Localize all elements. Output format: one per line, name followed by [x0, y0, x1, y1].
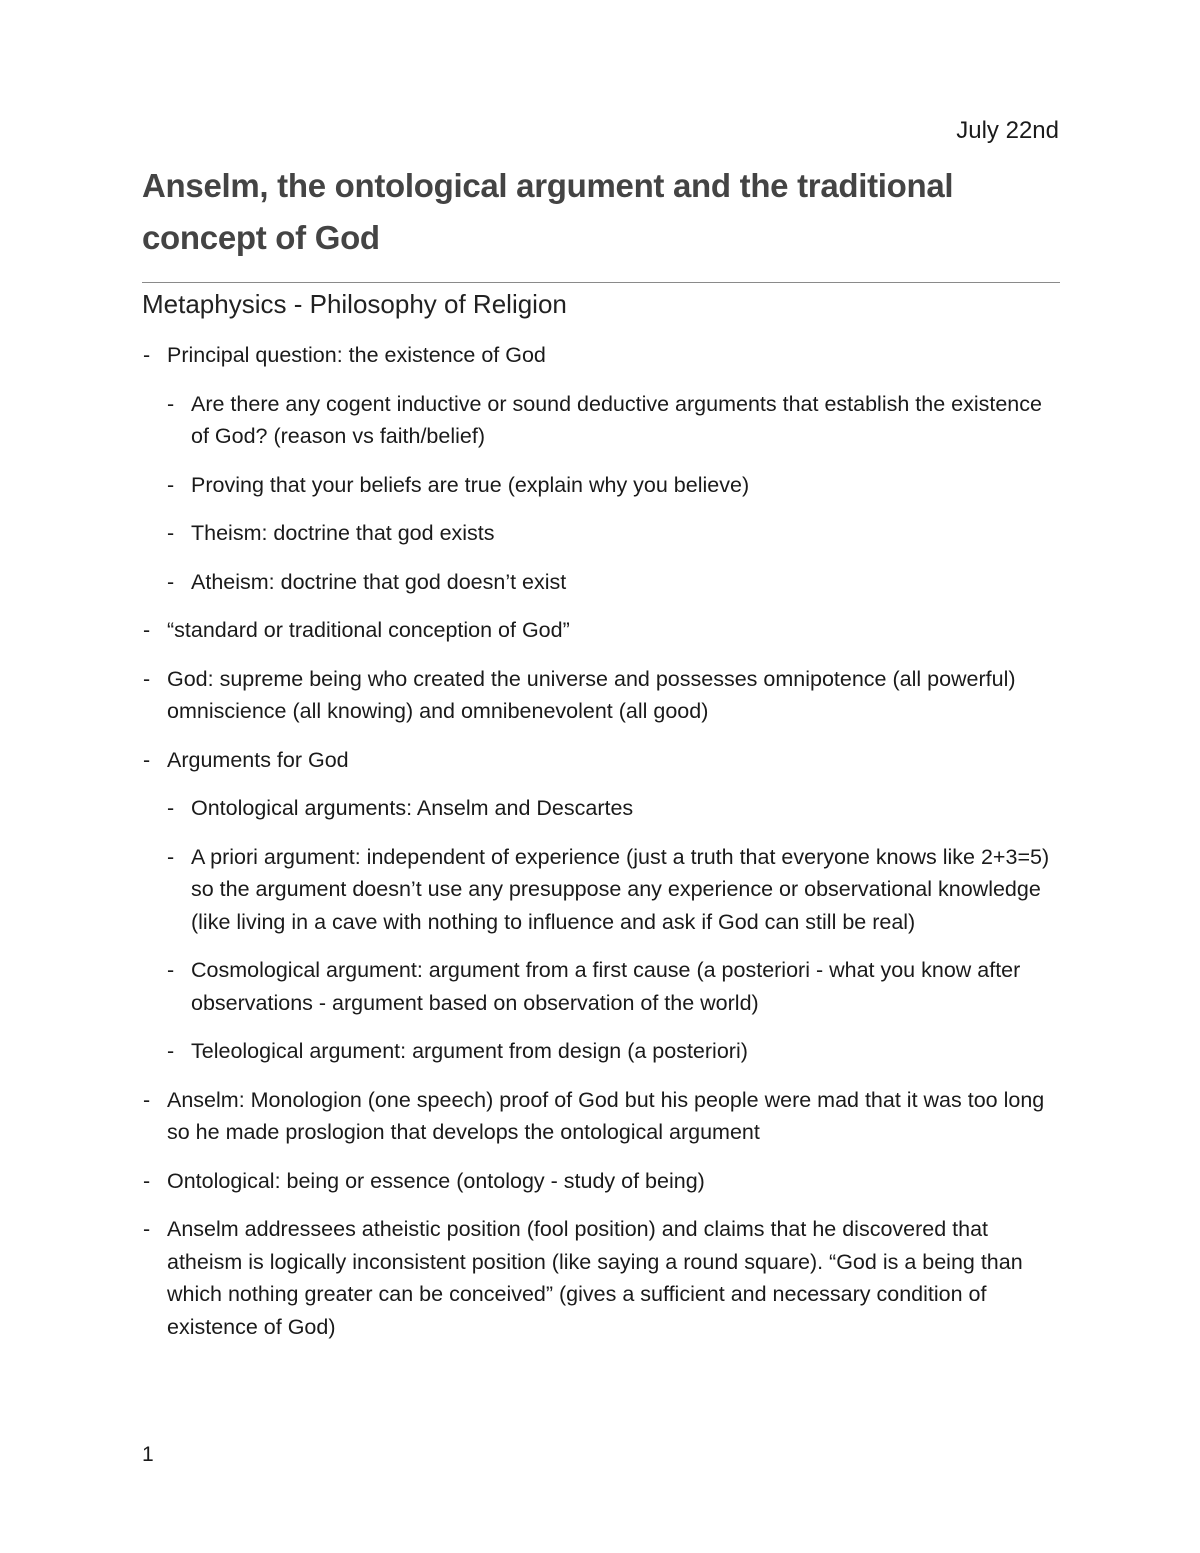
list-item	[142, 1084, 1062, 1149]
sub-list-item	[142, 1035, 1062, 1068]
dash-bullet-icon: -	[143, 1087, 151, 1112]
dash-bullet-icon: -	[167, 521, 175, 545]
date-label: July 22nd	[956, 117, 1059, 144]
dash-bullet-icon: -	[143, 343, 151, 367]
list-item-text: “standard or traditional conception of God”	[167, 618, 570, 642]
dash-bullet-icon: -	[167, 569, 175, 594]
dash-bullet-icon: -	[143, 1217, 151, 1241]
title-divider	[142, 282, 1060, 283]
list-item	[142, 339, 1062, 372]
list-item-text: Teleological argument: argument from design (a posteriori)	[191, 1039, 748, 1063]
list-item	[142, 663, 1062, 728]
list-item-text: God: supreme being who created the universe and possesses omnipotence (all powerful) omniscience (all knowing) and omnibenevolent (all good)	[167, 666, 1016, 723]
list-item-text: Ontological: being or essence (ontology - study of being)	[167, 1168, 705, 1193]
sub-list-item	[142, 841, 1062, 939]
dash-bullet-icon: -	[167, 796, 175, 820]
notes-outline	[142, 339, 1062, 1359]
dash-bullet-icon: -	[143, 618, 151, 642]
list-item-text: Principal question: the existence of God	[167, 343, 546, 367]
list-item-text: Theism: doctrine that god exists	[191, 521, 495, 545]
section-heading: Metaphysics - Philosophy of Religion	[142, 289, 567, 319]
list-item	[142, 744, 1062, 777]
list-item-text: Ontological arguments: Anselm and Descartes	[191, 796, 634, 820]
list-item-text: Atheism: doctrine that god doesn’t exist	[191, 569, 567, 594]
sub-list-item	[142, 566, 1062, 599]
list-item-text: Are there any cogent inductive or sound deductive arguments that establish the existence of God? (reason vs faith/belief)	[191, 391, 1042, 448]
list-item-text: Anselm: Monologion (one speech) proof of God but his people were mad that it was too long so he made proslogion that develops the ontological argument	[167, 1087, 1045, 1144]
list-item-text: Anselm addressees atheistic position (fool position) and claims that he discovered that atheism is logically inconsistent position (like saying a round square). “God is a being than which nothing greater can be conceived” (gives a sufficient and necessary condition of existence of God)	[167, 1217, 1023, 1339]
sub-list-item	[142, 954, 1062, 1019]
sub-list-item	[142, 792, 1062, 825]
dash-bullet-icon: -	[143, 747, 151, 772]
list-item-text: Cosmological argument: argument from a first cause (a posteriori - what you know after observations - argument based on observation of the world)	[191, 958, 1021, 1015]
list-item-text: Arguments for God	[167, 747, 349, 772]
dash-bullet-icon: -	[143, 1168, 151, 1193]
dash-bullet-icon: -	[167, 472, 175, 497]
sub-list-item	[142, 469, 1062, 502]
sub-list-item	[142, 388, 1062, 453]
list-item	[142, 1165, 1062, 1198]
list-item	[142, 1213, 1062, 1343]
dash-bullet-icon: -	[143, 666, 151, 691]
page-number: 1	[142, 1443, 154, 1466]
document-title: Anselm, the ontological argument and the traditional concept of God	[142, 167, 954, 256]
sub-list-item	[142, 517, 1062, 550]
dash-bullet-icon: -	[167, 844, 175, 869]
list-item	[142, 614, 1062, 647]
list-item-text: Proving that your beliefs are true (explain why you believe)	[191, 472, 750, 497]
dash-bullet-icon: -	[167, 1039, 175, 1063]
dash-bullet-icon: -	[167, 391, 175, 416]
dash-bullet-icon: -	[167, 958, 175, 982]
list-item-text: A priori argument: independent of experience (just a truth that everyone knows like 2+3=5) so the argument doesn’t use any presuppose any experience or observational knowledge (like living in a cave with nothing to influence and ask if God can still be real)	[191, 844, 1050, 934]
